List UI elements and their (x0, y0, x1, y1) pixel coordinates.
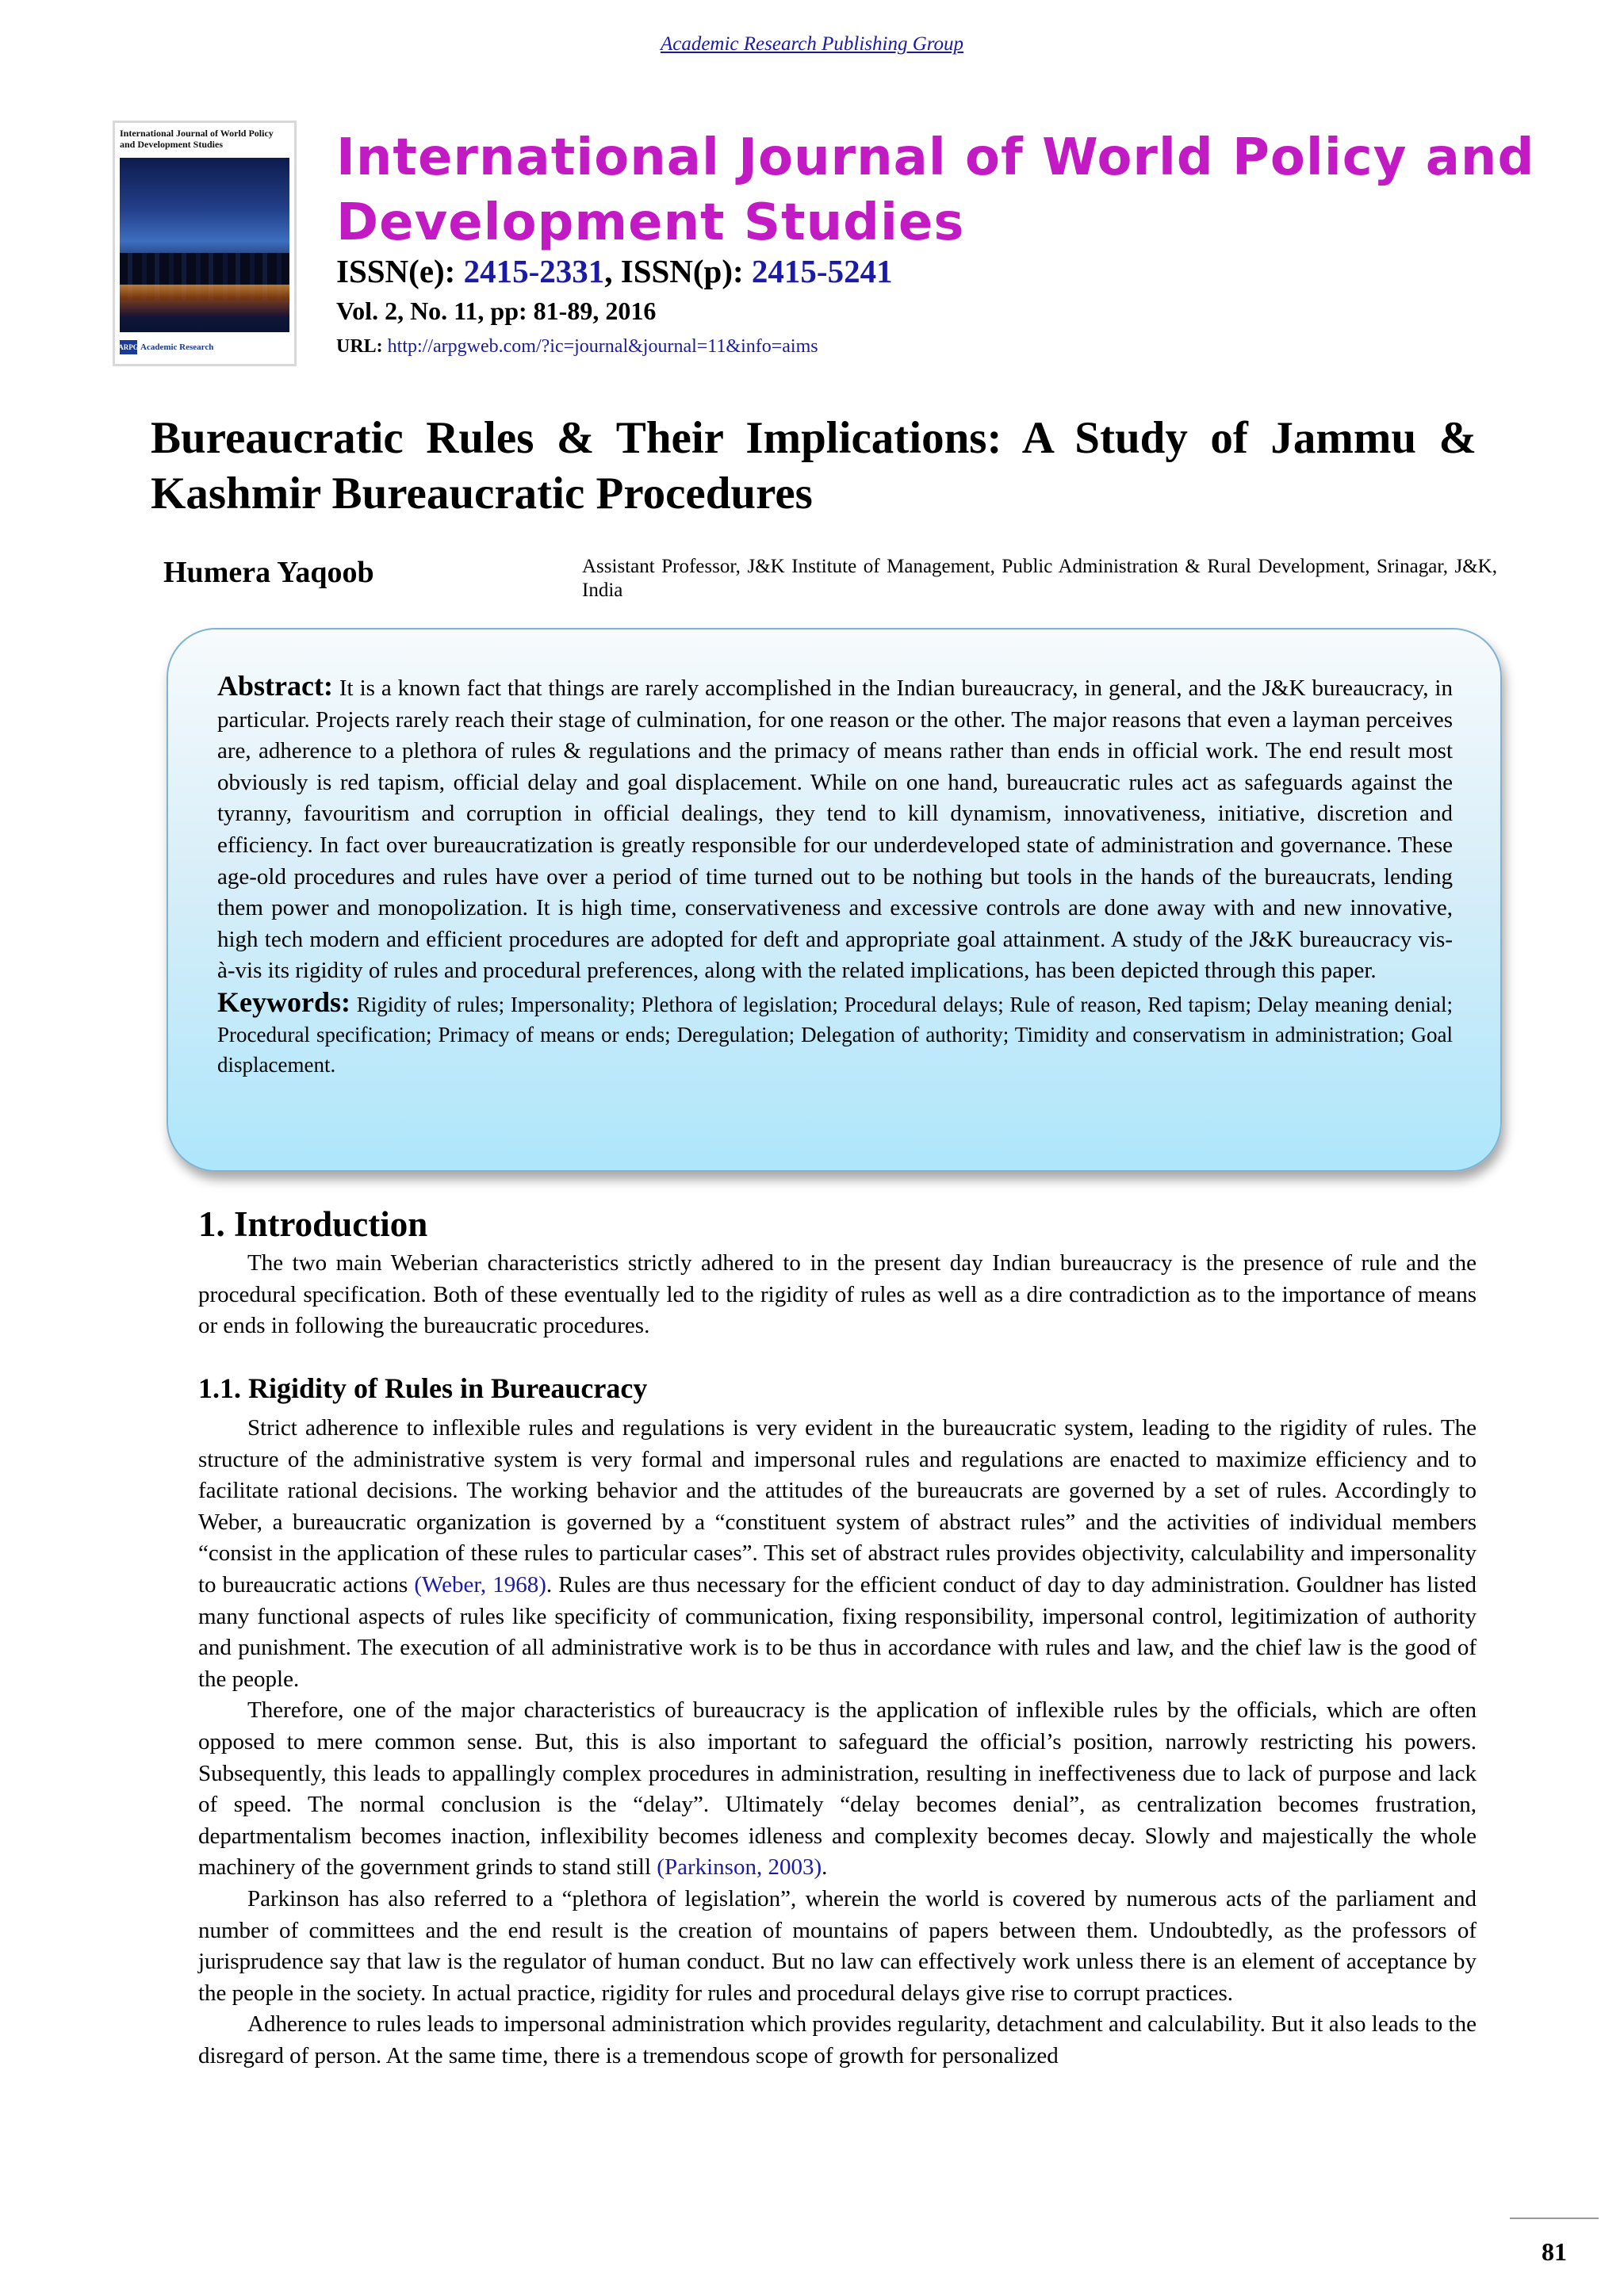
body-paragraph-4: Adherence to rules leads to impersonal administration which provides regularity, detachment and calculability. But it also leads to the disregard of person. At the same time, there is a tremendous scope of growth for personalized (198, 2011, 1477, 2068)
abstract-text: It is a known fact that things are rarely accomplished in the Indian bureaucracy, in general, and the J&K bureaucracy, in particular. Projects rarely reach their stage of culmination, for one reason or the other. The major reasons that even a layman perceives are, adherence to a plethora of rules & regulations and the primacy of means rather than ends in official work. The end result most obviously is red tapism, official delay and goal displacement. While on one hand, bureaucratic rules act as safeguards against the tyranny, favouritism and corruption in official dealings, they tend to kill dynamism, innovativeness, initiative, discretion and efficiency. In fact over bureaucratization is greatly responsible for our underdeveloped state of administration and governance. These age-old procedures and rules have over a period of time turned out to be nothing but tools in the hands of the bureaucrats, lending them power and monopolization. It is high time, conservativeness and excessive controls are done away with and new innovative, high tech modern and efficient procedures are adopted for deft and appropriate goal attainment. A study of the J&K bureaucracy vis-à-vis its rigidity of rules and procedural preferences, along with the related implications, has been depicted through this paper. (217, 675, 1453, 984)
journal-url-link[interactable]: http://arpgweb.com/?ic=journal&journal=11&info=aims (387, 336, 818, 357)
body-paragraph-2 (198, 1695, 1477, 1884)
issn-p-label: , ISSN(p): (604, 253, 752, 289)
page-number: 81 (1542, 2237, 1567, 2266)
abstract-label: Abstract: (217, 670, 333, 702)
paper-title: Bureaucratic Rules & Their Implications: A Study of Jammu & Kashmir Bureaucratic Procedures (151, 413, 1477, 519)
url-line (336, 336, 818, 358)
footer-divider (1510, 2218, 1599, 2219)
body-paragraph-3: Parkinson has also referred to a “plethora of legislation”, wherein the world is covered by numerous acts of the parliament and number of committees and the end result is the creation of mountains of papers between them. Undoubtedly, as the professors of jurisprudence say that law is the regulator of human conduct. But no law can effectively work unless there is an element of acceptance by the people in the society. In actual practice, rigidity for rules and procedural delays give rise to corrupt practices. (198, 1885, 1477, 2006)
cover-city-illustration (120, 158, 289, 332)
body-paragraph-1 (198, 1413, 1477, 1695)
section-heading-rigidity-of-rules: 1.1. Rigidity of Rules in Bureaucracy (198, 1372, 648, 1404)
volume-info: Vol. 2, No. 11, pp: 81-89, 2016 (336, 297, 657, 325)
issn-line (336, 252, 893, 290)
journal-title: International Journal of World Policy and Development Studies (336, 128, 1535, 252)
publisher-logo-icon: ARPG (120, 340, 137, 354)
author-affiliation: Assistant Professor, J&K Institute of Management, Public Administration & Rural Development, Srinagar, J&K, India (582, 556, 1497, 601)
citation-weber-1968[interactable]: (Weber, 1968) (414, 1571, 546, 1598)
paragraph-1-text-b: . Rules are thus necessary for the efficient conduct of day to day administration. Gouldner has listed many functional aspects of rules like specificity of communication, fixing responsibility, impersonal control, legitimization of authority and punishment. The execution of all administrative work is to be thus in accordance with rules and law, and the chief law is the good of the people. (198, 1571, 1477, 1692)
cover-footer (120, 337, 289, 358)
section-heading-introduction: 1. Introduction (198, 1204, 428, 1244)
cover-glow (120, 285, 289, 316)
url-label: URL: (336, 336, 388, 357)
paragraph-2-text-b: . (822, 1854, 828, 1881)
issn-e-value: 2415-2331 (463, 253, 605, 289)
keywords-label: Keywords: (217, 985, 350, 1018)
intro-paragraph-1: The two main Weberian characteristics strictly adhered to in the present day Indian bureaucracy is the presence of rule and the procedural specification. Both of these eventually led to the rigidity of rules as well as a dire contradiction as to the importance of means or ends in following the bureaucratic procedures. (198, 1250, 1477, 1339)
abstract-paragraph (217, 671, 1453, 987)
journal-cover-image (113, 121, 297, 366)
rigidity-section-body (198, 1413, 1477, 2072)
author-name: Humera Yaqoob (163, 556, 374, 589)
paragraph-2-text-a: Therefore, one of the major characteristics of bureaucracy is the application of inflexible rules by the officials, which are often opposed to mere common sense. But, this is also important to safeguard the official’s position, narrowly restricting his powers. Subsequently, this leads to appallingly complex procedures in administration, resulting in ineffectiveness due to lack of purpose and lack of speed. The normal conclusion is the “delay”. Ultimately “delay becomes denial”, as centralization becomes frustration, departmentalism becomes inaction, inflexibility becomes idleness and complexity becomes decay. Slowly and majestically the whole machinery of the government grinds to stand still (198, 1697, 1477, 1881)
cover-title: International Journal of World Policy and Development Studies (120, 128, 274, 150)
paragraph-1-text-a: Strict adherence to inflexible rules and regulations is very evident in the bureaucratic system, leading to the rigidity of rules. The structure of the administrative system is very formal and impersonal rules and regulations are enacted to maximize efficiency and to facilitate rational decisions. The working behavior and the attitudes of the bureaucrats are governed by a set of rules. Accordingly to Weber, a bureaucratic organization is governed by a “constituent system of abstract rules” and the activities of individual members “consist in the application of these rules to particular cases”. This set of abstract rules provides objectivity, calculability and impersonality to bureaucratic actions (198, 1415, 1477, 1598)
abstract-box (167, 628, 1502, 1172)
keywords-text: Rigidity of rules; Impersonality; Plethora of legislation; Procedural delays; Rule of reason, Red tapism; Delay meaning denial; Procedural specification; Primacy of means or ends; Deregulation; Delegation of authority; Timidity and conservatism in administration; Goal displacement. (217, 992, 1453, 1077)
introduction-body (198, 1248, 1477, 1342)
cover-footer-text: Academic Research (140, 342, 214, 352)
keywords-paragraph (217, 987, 1453, 1080)
publisher-link[interactable]: Academic Research Publishing Group (660, 33, 964, 55)
issn-e-label: ISSN(e): (336, 253, 464, 289)
issn-p-value: 2415-5241 (751, 253, 893, 289)
citation-parkinson-2003[interactable]: (Parkinson, 2003) (657, 1854, 822, 1881)
